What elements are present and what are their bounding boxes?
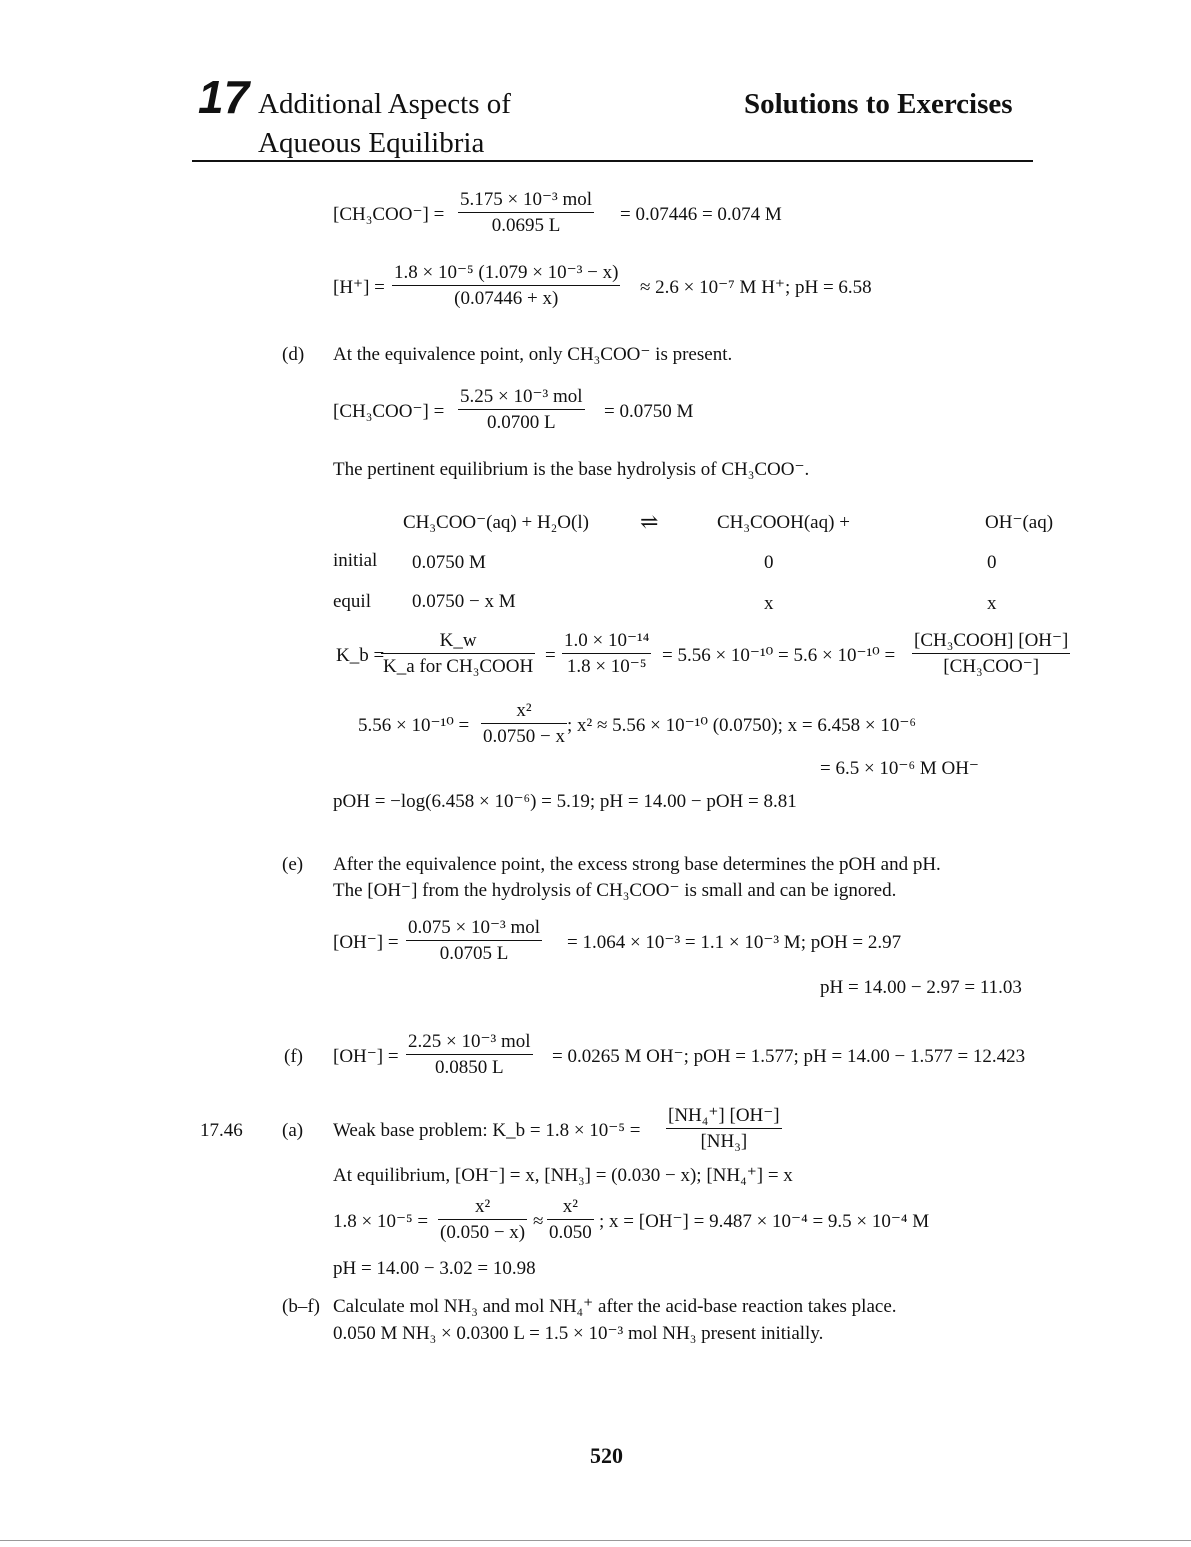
fraction-denominator: 0.0695 L (458, 212, 594, 235)
oh-lhs: [OH⁻] = (333, 1046, 399, 1067)
equilibrium-arrow-icon: ⇌ (640, 509, 659, 534)
part-e-ph: pH = 14.00 − 2.97 = 11.03 (820, 977, 1022, 998)
initial-amount-line: 0.050 M NH₃ × 0.0300 L = 1.5 × 10⁻³ mol NH₃ present initially. (333, 1323, 824, 1344)
row-equil-reactant: 0.0750 − x M (412, 591, 516, 612)
h-lhs: [H⁺] = (333, 277, 385, 298)
part-d-label: (d) (282, 344, 305, 365)
fraction-denominator: (0.07446 + x) (392, 285, 620, 308)
reaction-product-1: CH₃COOH(aq) + (717, 512, 850, 533)
row-initial-label: initial (333, 550, 378, 571)
fraction-denominator: 0.050 (547, 1219, 594, 1242)
x-rhs: ; x² ≈ 5.56 × 10⁻¹⁰ (0.0750); x = 6.458 × 10⁻⁶ (567, 715, 916, 736)
acetate-rhs: = 0.0750 M (604, 401, 694, 422)
eq-approx: ≈ (533, 1211, 544, 1232)
fraction-denominator: (0.050 − x) (438, 1219, 527, 1242)
fraction-denominator: 0.0750 − x (481, 723, 567, 746)
eq-rhs: ; x = [OH⁻] = 9.487 × 10⁻⁴ = 9.5 × 10⁻⁴ M (599, 1211, 930, 1232)
fraction-denominator: 1.8 × 10⁻⁵ (562, 653, 651, 676)
page-number: 520 (590, 1443, 623, 1468)
oh-rhs: = 0.0265 M OH⁻; pOH = 1.577; pH = 14.00 − 1.577 = 12.423 (552, 1046, 1026, 1067)
row-initial-product-2: 0 (987, 552, 997, 573)
acetate-rhs: = 0.07446 = 0.074 M (620, 204, 782, 225)
reaction-reactants: CH₃COO⁻(aq) + H₂O(l) (403, 512, 589, 533)
fraction-numerator: 1.8 × 10⁻⁵ (1.079 × 10⁻³ − x) (394, 262, 619, 283)
at-equilibrium: At equilibrium, [OH⁻] = x, [NH₃] = (0.030 − x); [NH₄⁺] = x (333, 1165, 793, 1186)
fraction-denominator: K_a for CH₃COOH (381, 653, 535, 676)
chapter-title-line1: Additional Aspects of (258, 88, 511, 120)
h-fraction (392, 263, 620, 308)
kb-fraction-1 (381, 631, 535, 676)
fraction-denominator: 0.0700 L (458, 409, 585, 432)
part-f-label: (f) (284, 1046, 303, 1067)
fraction-numerator: 1.0 × 10⁻¹⁴ (564, 630, 650, 651)
eq-fraction-2 (547, 1197, 594, 1242)
poh-line: pOH = −log(6.458 × 10⁻⁶) = 5.19; pH = 14.00 − pOH = 8.81 (333, 791, 797, 812)
pertinent-equilibrium: The pertinent equilibrium is the base hydrolysis of CH₃COO⁻. (333, 459, 810, 480)
page-bottom-edge (0, 1540, 1191, 1541)
weak-base-statement: Weak base problem: K_b = 1.8 × 10⁻⁵ = (333, 1120, 641, 1141)
eq-lhs: 1.8 × 10⁻⁵ = (333, 1211, 429, 1232)
ph-line: pH = 14.00 − 3.02 = 10.98 (333, 1258, 536, 1279)
part-d-intro: At the equivalence point, only CH₃COO⁻ is present. (333, 344, 733, 365)
oh-rhs: = 1.064 × 10⁻³ = 1.1 × 10⁻³ M; pOH = 2.97 (567, 932, 902, 953)
oh-lhs: [OH⁻] = (333, 932, 399, 953)
kb-lhs: K_b = (336, 645, 385, 666)
fraction-numerator: x² (474, 1196, 491, 1217)
chapter-number: 17 (198, 71, 250, 123)
kb-fraction-2 (562, 631, 651, 676)
fraction-numerator: [NH₄⁺] [OH⁻] (668, 1105, 780, 1126)
fraction-denominator: 0.0850 L (406, 1054, 533, 1077)
acetate-fraction (458, 387, 585, 432)
fraction-numerator: x² (562, 1196, 578, 1217)
fraction-numerator: [CH₃COOH] [OH⁻] (914, 630, 1069, 651)
x-lhs: 5.56 × 10⁻¹⁰ = (358, 715, 470, 736)
h-rhs: ≈ 2.6 × 10⁻⁷ M H⁺; pH = 6.58 (640, 277, 872, 298)
row-initial-reactant: 0.0750 M (412, 552, 486, 573)
x-result: = 6.5 × 10⁻⁶ M OH⁻ (820, 758, 979, 779)
calculate-line: Calculate mol NH₃ and mol NH₄⁺ after the acid-base reaction takes place. (333, 1296, 897, 1317)
acetate-fraction (458, 190, 594, 235)
fraction-denominator: [CH₃COO⁻] (912, 653, 1070, 676)
fraction-numerator: K_w (439, 630, 477, 651)
row-equil-label: equil (333, 591, 371, 612)
fraction-numerator: 0.075 × 10⁻³ mol (408, 917, 540, 938)
part-a-label: (a) (282, 1120, 304, 1141)
header-rule (192, 160, 1033, 162)
kb-equals: = (545, 645, 556, 666)
acetate-lhs: [CH₃COO⁻] = (333, 204, 445, 225)
chapter-title-line2: Aqueous Equilibria (258, 127, 485, 159)
part-bf-label: (b–f) (282, 1296, 320, 1317)
row-equil-product-2: x (987, 593, 997, 614)
fraction-numerator: 5.25 × 10⁻³ mol (460, 386, 583, 407)
part-e-line2: The [OH⁻] from the hydrolysis of CH₃COO⁻ is small and can be ignored. (333, 880, 897, 901)
x-fraction (481, 701, 567, 746)
exercise-number: 17.46 (200, 1120, 243, 1141)
acetate-lhs: [CH₃COO⁻] = (333, 401, 445, 422)
eq-fraction-1 (438, 1197, 527, 1242)
reaction-product-2: OH⁻(aq) (985, 512, 1054, 533)
section-title: Solutions to Exercises (744, 88, 1013, 120)
fraction-numerator: x² (516, 700, 532, 721)
kb-fraction-3 (912, 631, 1070, 676)
part-e-line1: After the equivalence point, the excess strong base determines the pOH and pH. (333, 854, 941, 875)
kb-middle: = 5.56 × 10⁻¹⁰ = 5.6 × 10⁻¹⁰ = (662, 645, 896, 666)
row-equil-product-1: x (764, 593, 774, 614)
weak-base-fraction (666, 1106, 782, 1151)
fraction-numerator: 2.25 × 10⁻³ mol (408, 1031, 531, 1052)
fraction-denominator: 0.0705 L (406, 940, 542, 963)
oh-fraction (406, 1032, 533, 1077)
fraction-numerator: 5.175 × 10⁻³ mol (460, 189, 592, 210)
part-e-label: (e) (282, 854, 304, 875)
fraction-denominator: [NH₃] (666, 1128, 782, 1151)
row-initial-product-1: 0 (764, 552, 774, 573)
oh-fraction (406, 918, 542, 963)
